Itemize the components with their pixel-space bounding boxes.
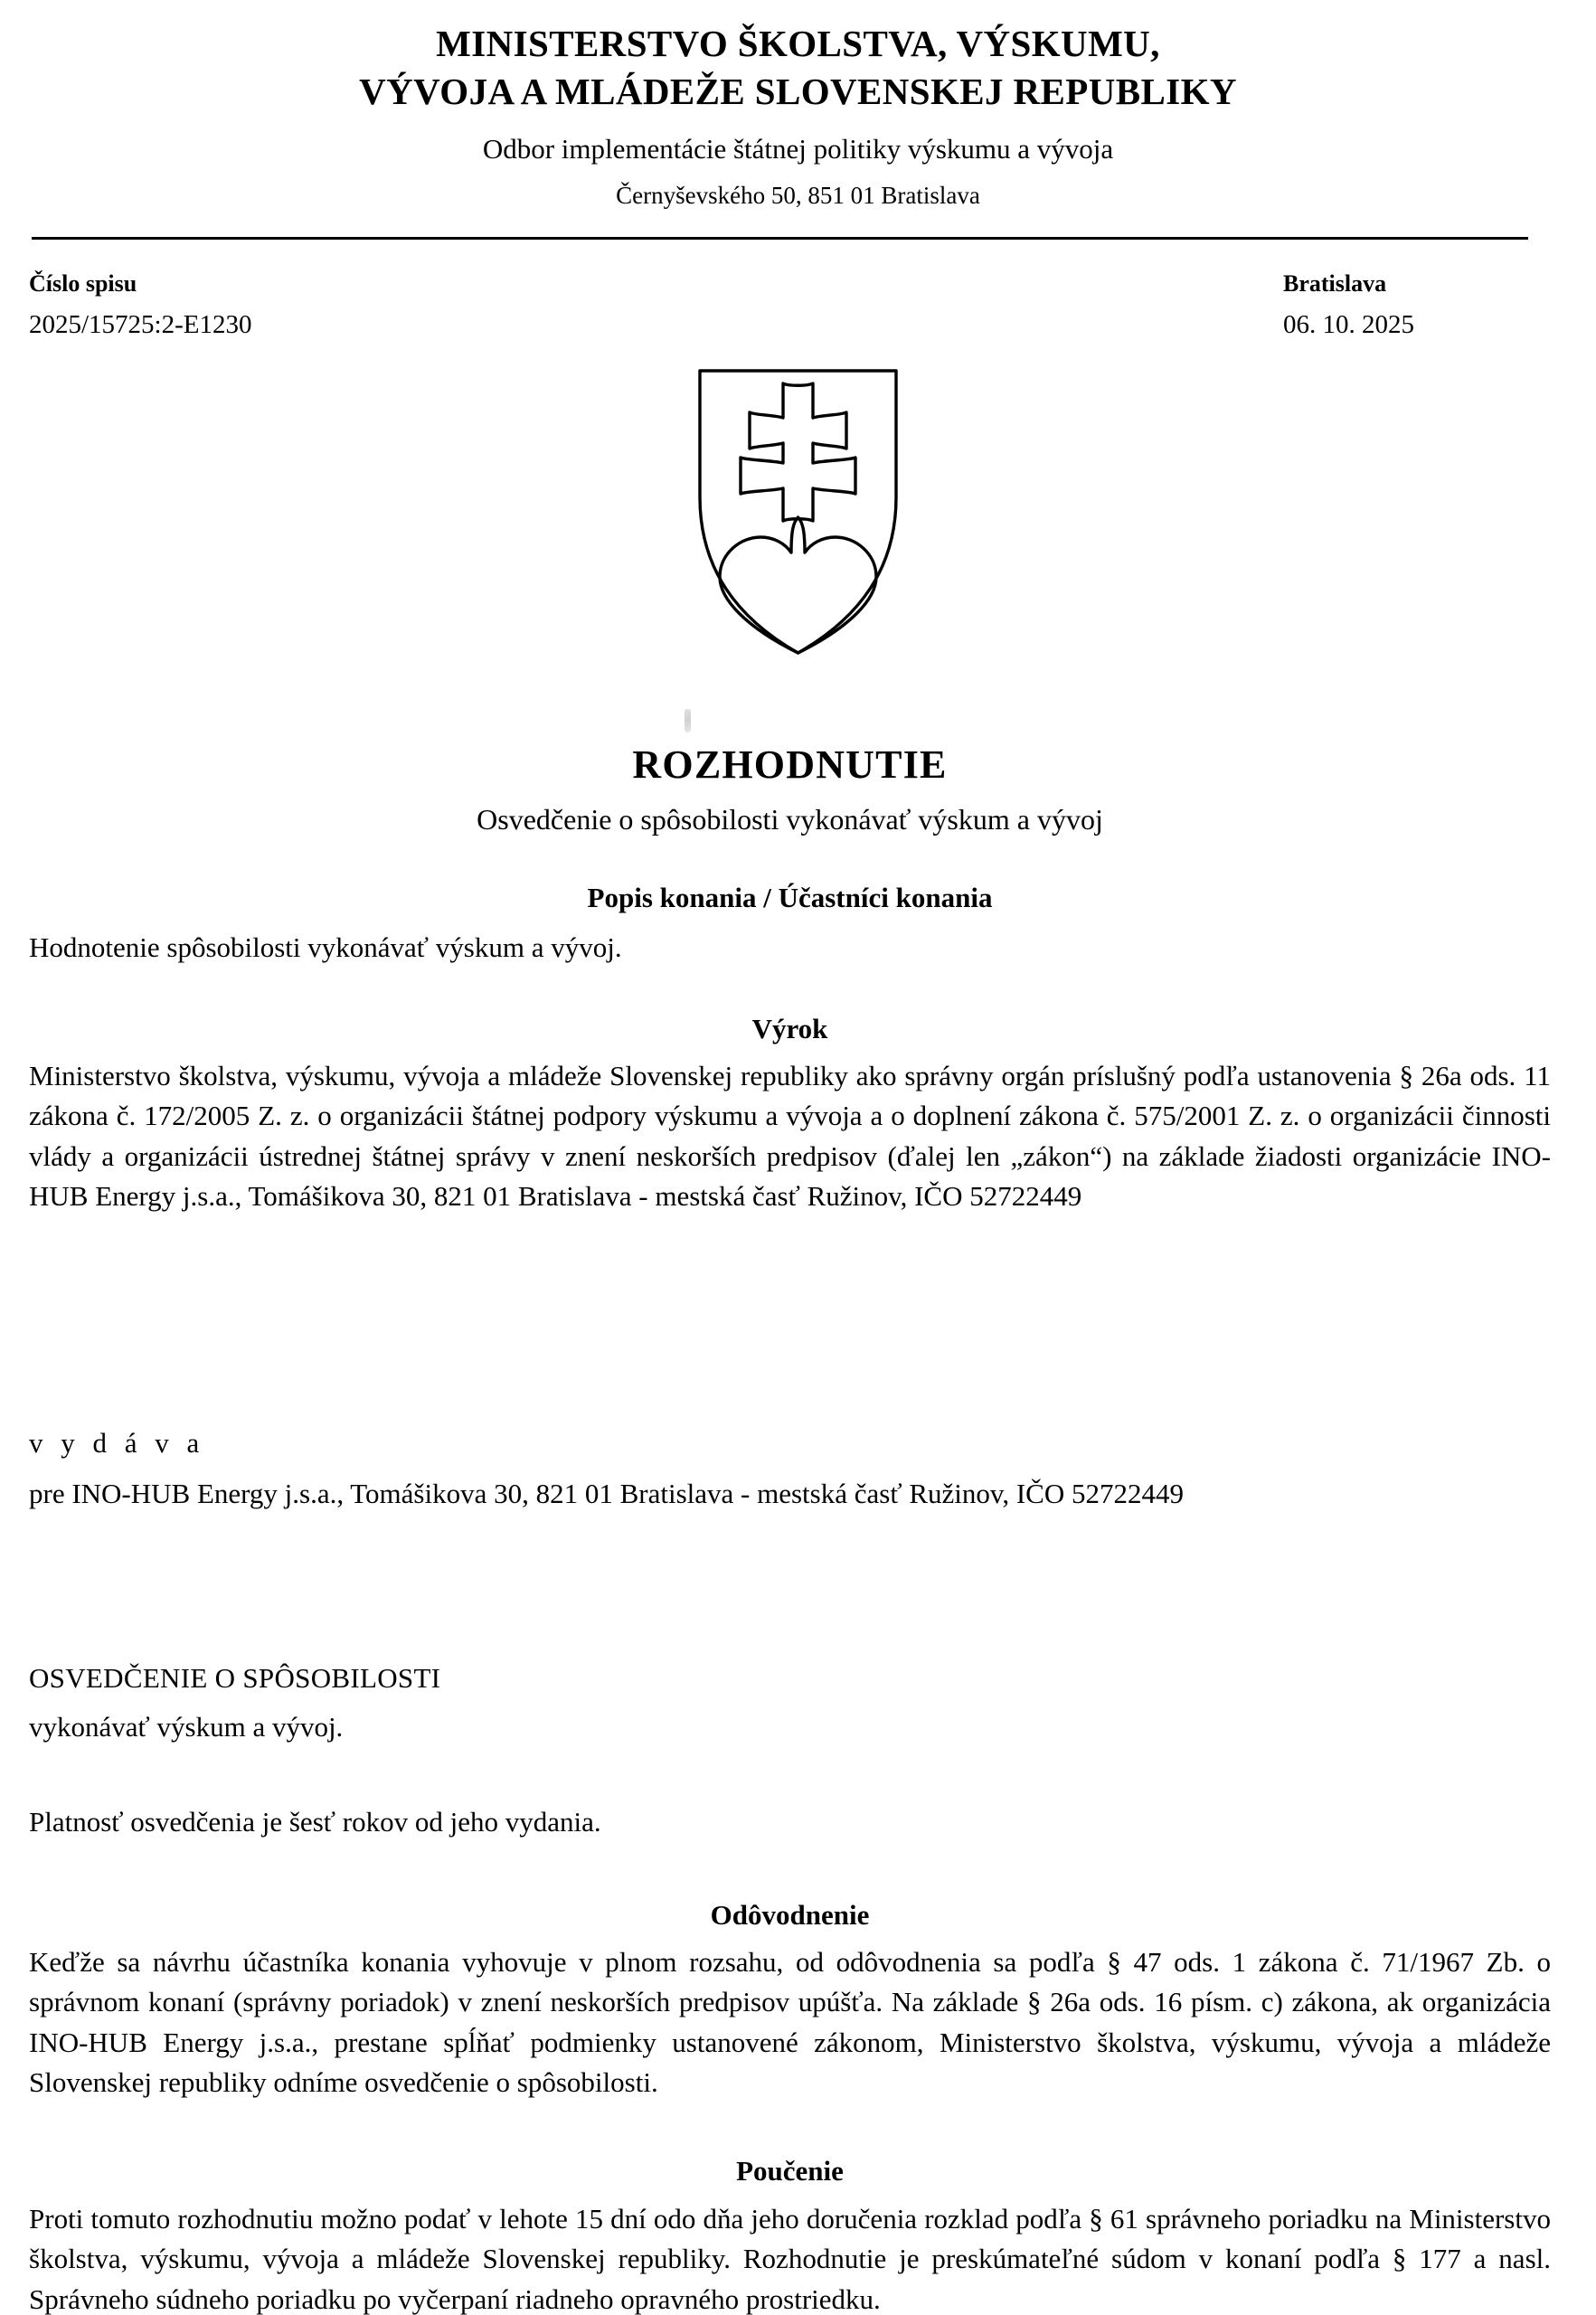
section-text-odovodnenie: Keďže sa návrhu účastníka konania vyhovuje v plnom rozsahu, od odôvodnenia sa podľa § 47 ods. 1 zákona č. 71/1967 Zb. o správnom konaní (správny poriadok) v znení neskorších predpisov upúšťa. Na základe § 26a ods. 16 písm. c) zákona, ak organizácia INO-HUB Energy j.s.a., prestane spĺňať podmienky ustanovené zákonom, Ministerstvo školstva, výskumu, vývoja a mládeže Slovenskej republiky odníme osvedčenie o spôsobilosti. <box>29 1946 1551 2098</box>
certificate-line-2: vykonávať výskum a vývoj. <box>29 1711 344 1743</box>
section-heading-odovodnenie: Odôvodnenie <box>710 1899 870 1931</box>
place-label: Bratislava <box>1283 270 1387 297</box>
file-number-label: Číslo spisu <box>29 270 137 297</box>
place-date-block <box>1283 269 1414 342</box>
validity-text: Platnosť osvedčenia je šesť rokov od jeho vydania. <box>29 1806 601 1838</box>
document-subtitle: Osvedčenie o spôsobilosti vykonávať výskum a vývoj <box>477 803 1103 836</box>
section-heading-poucenie: Poučenie <box>736 2155 844 2187</box>
reference-row <box>0 269 1596 350</box>
section-text-popis: Hodnotenie spôsobilosti vykonávať výskum a vývoj. <box>29 931 622 963</box>
section-heading-vyrok: Výrok <box>751 1013 828 1044</box>
issuance-verb: v y d á v a <box>29 1427 205 1459</box>
ministry-name-line-2: VÝVOJA A MLÁDEŽE SLOVENSKEJ REPUBLIKY <box>359 71 1237 113</box>
ministry-address: Černyševského 50, 851 01 Bratislava <box>616 181 980 209</box>
header-divider-rule <box>32 237 1528 240</box>
scan-artifact-mark <box>685 709 691 732</box>
certificate-line-1: OSVEDČENIE O SPÔSOBILOSTI <box>29 1662 441 1694</box>
slovak-coat-of-arms-icon <box>675 362 921 660</box>
issuance-recipient: pre INO-HUB Energy j.s.a., Tomášikova 30, 821 01 Bratislava - mestská časť Ružinov, IČO 52722449 <box>29 1478 1184 1509</box>
file-number-block <box>29 269 252 342</box>
file-number-value: 2025/15725:2-E1230 <box>29 309 252 339</box>
date-value: 06. 10. 2025 <box>1283 309 1414 339</box>
document-title: ROZHODNUTIE <box>632 742 948 787</box>
coat-of-arms-container <box>0 362 1596 665</box>
ministry-name-line-1: MINISTERSTVO ŠKOLSTVA, VÝSKUMU, <box>436 23 1160 64</box>
section-heading-popis: Popis konania / Účastníci konania <box>587 882 993 913</box>
section-text-vyrok: Ministerstvo školstva, výskumu, vývoja a mládeže Slovenskej republiky ako správny orgán príslušný podľa ustanovenia § 26a ods. 11 zákona č. 172/2005 Z. z. o organizácii štátnej podpory výskumu a vývoja a o doplnení zákona č. 575/2001 Z. z. o organizácii činnosti vlády a organizácii ústrednej štátnej správy v znení neskorších predpisov (ďalej len „zákon“) na základe žiadosti organizácie INO-HUB Energy j.s.a., Tomášikova 30, 821 01 Bratislava - mestská časť Ružinov, IČO 52722449 <box>29 1060 1551 1212</box>
section-text-poucenie: Proti tomuto rozhodnutiu možno podať v lehote 15 dní odo dňa jeho doručenia rozklad podľa § 61 správneho poriadku na Ministerstvo školstva, výskumu, vývoja a mládeže Slovenskej republiky. Rozhodnutie je preskúmateľné súdom v konaní podľa § 177 a nasl. Správneho súdneho poriadku po vyčerpaní riadneho opravného prostriedku. <box>29 2203 1551 2315</box>
department-name: Odbor implementácie štátnej politiky výskumu a vývoja <box>482 132 1114 165</box>
letterhead <box>0 0 1596 212</box>
